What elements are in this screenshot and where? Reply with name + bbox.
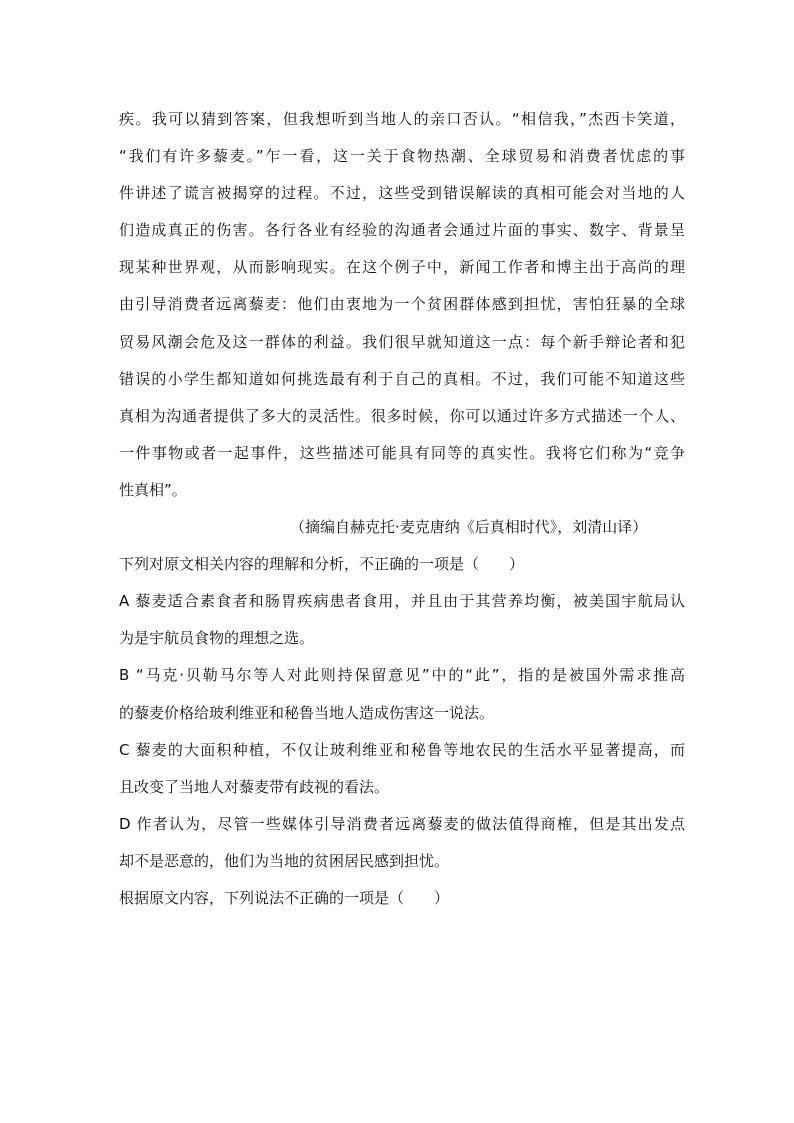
option-line: 且改变了当地人对藜麦带有歧视的看法。	[119, 777, 390, 796]
passage-line: 们造成真正的伤害。各行各业有经验的沟通者会通过片面的事实、数字、背景呈	[119, 221, 685, 240]
question-2	[119, 883, 685, 913]
passage-line: “我们有许多藜麦。”乍一看，这一关于食物热潮、全球贸易和消费者忧虑的事	[119, 147, 685, 166]
passage-line: 真相为沟通者提供了多大的灵活性。很多时候，你可以通过许多方式描述一个人、	[119, 406, 685, 425]
option-b	[119, 660, 685, 727]
option-line: D 作者认为，尽管一些媒体引导消费者远离藜麦的做法值得商榷，但是其出发点	[119, 814, 685, 833]
passage-line: 由引导消费者远离藜麦：他们由衷地为一个贫困群体感到担忧，害怕狂暴的全球	[119, 295, 685, 314]
option-a	[119, 586, 685, 653]
passage-line: 件讲述了谎言被揭穿的过程。不过，这些受到错误解读的真相可能会对当地的人	[119, 184, 685, 203]
passage-line: 性真相”。	[119, 480, 187, 499]
question-1	[119, 549, 685, 876]
option-line: 的藜麦价格给玻利维亚和秘鲁当地人造成伤害这一说法。	[119, 703, 495, 722]
option-line: 为是宇航员食物的理想之选。	[119, 629, 315, 648]
source-citation: （摘编自赫克托·麦克唐纳《后真相时代》，刘清山译）	[290, 518, 648, 537]
option-line: C 藜麦的大面积种植，不仅让玻利维亚和秘鲁等地农民的生活水平显著提高，而	[119, 740, 685, 759]
option-line: 却不是恶意的，他们为当地的贫困居民感到担忧。	[119, 851, 450, 870]
question-stem: 根据原文内容，下列说法不正确的一项是（ ）	[119, 888, 450, 907]
option-line: A 藜麦适合素食者和肠胃疾病患者食用，并且由于其营养均衡，被美国宇航局认	[119, 592, 685, 611]
passage-line: 贸易风潮会危及这一群体的利益。我们很早就知道这一点：每个新手辩论者和犯	[119, 332, 685, 351]
passage-line: 疾。我可以猜到答案，但我想听到当地人的亲口否认。“相信我，”杰西卡笑道，	[119, 110, 685, 128]
option-d	[119, 809, 685, 876]
passage	[119, 104, 685, 542]
passage-line: 一件事物或者一起事件，这些描述可能具有同等的真实性。我将它们称为“竞争	[119, 443, 685, 462]
passage-line: 错误的小学生都知道如何挑选最有利于自己的真相。不过，我们可能不知道这些	[119, 369, 685, 388]
option-c	[119, 735, 685, 802]
question-stem: 下列对原文相关内容的理解和分析，不正确的一项是（ ）	[119, 555, 525, 574]
document-body	[119, 104, 685, 920]
passage-line: 现某种世界观，从而影响现实。在这个例子中，新闻工作者和博主出于高尚的理	[119, 258, 685, 277]
option-line: B “马克·贝勒马尔等人对此则持保留意见”中的“此”，指的是被国外需求推高	[119, 666, 685, 685]
